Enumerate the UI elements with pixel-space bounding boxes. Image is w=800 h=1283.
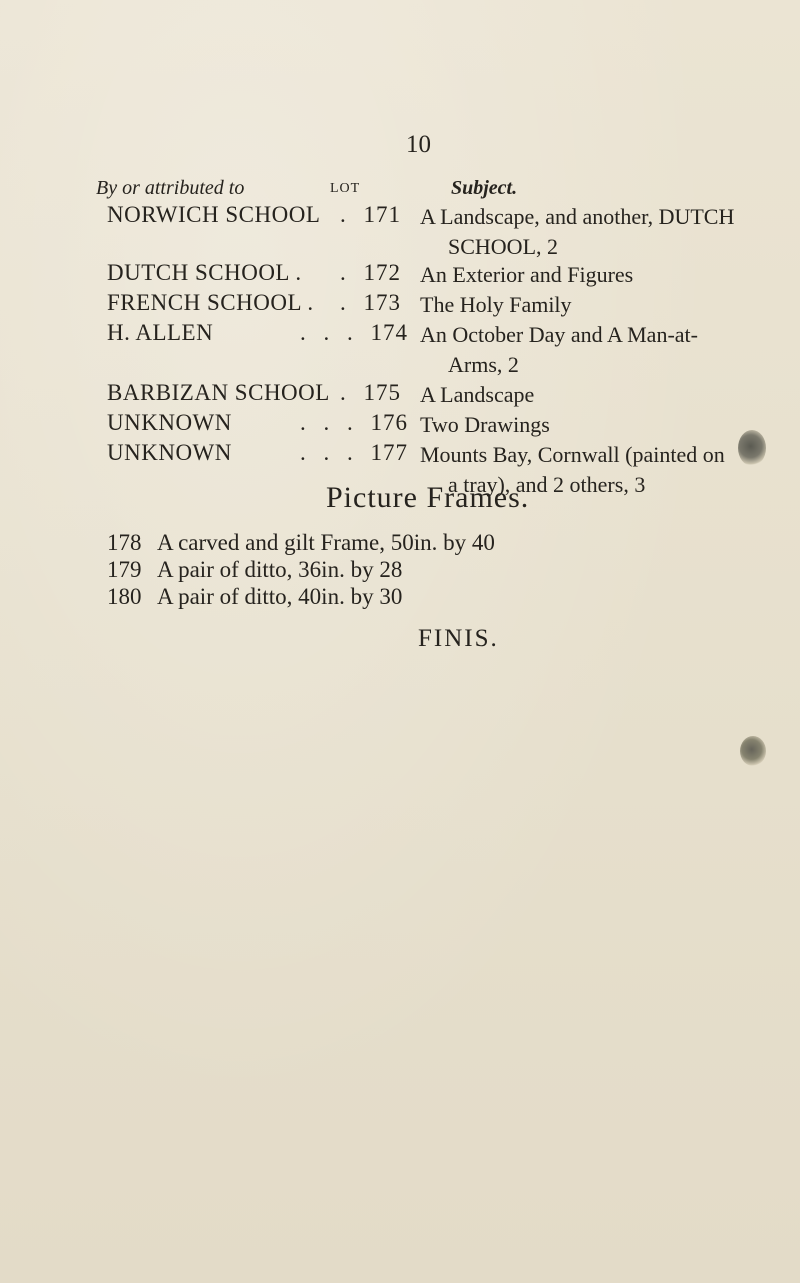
lot-attribution: UNKNOWN	[107, 410, 232, 435]
lot-number: . . . 177	[300, 440, 408, 465]
page-number: 10	[406, 131, 431, 158]
lot-subject: An Exterior and Figures	[420, 262, 634, 287]
frame-lot-text: A pair of ditto, 36in. by 28	[157, 557, 403, 582]
lot-number: . . . 176	[300, 410, 408, 435]
lot-number: . . . 174	[300, 320, 408, 345]
frame-lot-text: A carved and gilt Frame, 50in. by 40	[157, 530, 495, 555]
lot-subject: An October Day and A Man-at- Arms, 2	[420, 322, 698, 377]
lot-attribution: UNKNOWN	[107, 440, 232, 465]
header-subject: Subject.	[451, 177, 518, 199]
lot-subject: Mounts Bay, Cornwall (painted on a tray), and 2 others, 3	[420, 442, 725, 497]
lot-attribution: FRENCH SCHOOL .	[107, 290, 314, 315]
header-attributed-to: By or attributed to	[96, 177, 245, 199]
frame-lot-number: 178	[107, 530, 142, 555]
finis-text: FINIS.	[418, 625, 499, 652]
frame-lot-row	[107, 584, 402, 610]
lot-subject: A Landscape, and another, DUTCH SCHOOL, 2	[420, 204, 735, 259]
lot-attribution: NORWICH SCHOOL	[107, 202, 321, 227]
lot-attribution: DUTCH SCHOOL .	[107, 260, 302, 285]
lot-attribution: BARBIZAN SCHOOL	[107, 380, 330, 405]
lot-subject: Two Drawings	[420, 412, 550, 437]
lot-subject: A Landscape	[420, 382, 535, 407]
lot-number: . 171	[340, 202, 401, 227]
stain-mark	[740, 736, 766, 766]
lot-number: . 172	[340, 260, 401, 285]
frame-lot-row	[107, 530, 495, 556]
lot-number: . 175	[340, 380, 401, 405]
section-title: Picture Frames.	[326, 481, 530, 514]
frame-lot-number: 179	[107, 557, 142, 582]
lot-attribution: H. ALLEN	[107, 320, 214, 345]
lot-subject: The Holy Family	[420, 292, 572, 317]
frame-lot-number: 180	[107, 584, 142, 609]
frame-lot-row	[107, 557, 402, 583]
header-lot: LOT	[330, 181, 361, 196]
frame-lot-text: A pair of ditto, 40in. by 30	[157, 584, 403, 609]
lot-number: . 173	[340, 290, 401, 315]
